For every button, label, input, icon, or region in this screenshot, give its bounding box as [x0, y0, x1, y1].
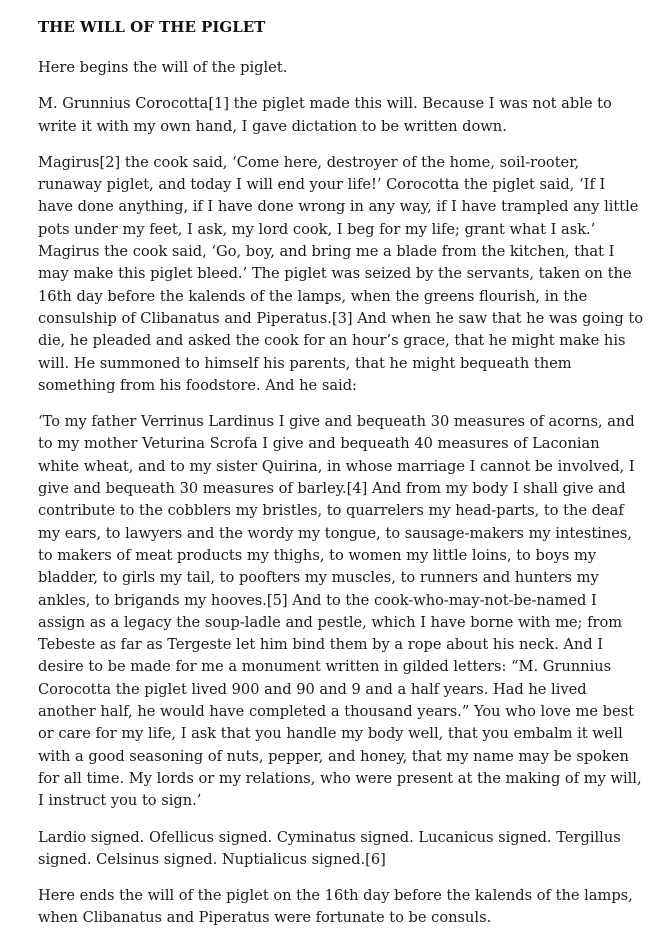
paragraph-bequests: ‘To my father Verrinus Lardinus I give and bequeath 30 measures of acorns, and to my mother Veturina Scrofa I give and bequeath 40 measures of Laconian white wheat, and to my sister Quirina, in whose marriage I cannot be involved, I give and bequeath 30 measures of barley.[4] And from my body I shall give and contribute to the cobblers my bristles, to quarrelers my head-parts, to the deaf my ears, to lawyers and the wordy my tongue, to sausage-makers my intestines, to makers of meat products my thighs, to women my little loins, to boys my bladder, to girls my tail, to poofters my muscles, to runners and hunters my ankles, to brigands my hooves.[5] And to the cook-who-may-not-be-named I assign as a legacy the soup-ladle and pestle, which I have borne with me; from Tebeste as far as Tergeste let him bind them by a rope about his neck. And I desire to be made for me a monument written in gilded letters: “M. Grunnius Corocotta the piglet lived 900 and 90 and 9 and a half years. Had he lived another half, he would have completed a thousand years.” You who love me best or care for my life, I ask that you handle my body well, that you embalm it well with a good seasoning of nuts, pepper, and honey, that my name may be spoken for all time. My lords or my relations, who were present at the making of my will, I instruct you to sign.’	[38, 413, 642, 810]
document-body	[38, 15, 644, 944]
paragraph-intro: Here begins the will of the piglet.	[38, 59, 288, 76]
document-title: THE WILL OF THE PIGLET	[38, 18, 266, 36]
paragraph-signatures: Lardio signed. Ofellicus signed. Cyminatus signed. Lucanicus signed. Tergillus signed. Celsinus signed. Nuptialicus signed.[6]	[38, 828, 621, 868]
paragraph-closing: Here ends the will of the piglet on the 16th day before the kalends of the lamps, when Clibanatus and Piperatus were fortunate to be consuls.	[38, 887, 633, 927]
paragraph-narrative: Magirus[2] the cook said, ‘Come here, destroyer of the home, soil-rooter, runaway piglet, and today I will end your life!’ Corocotta the piglet said, ‘If I have done anything, if I have done wrong in any way, if I have trampled any little pots under my feet, I ask, my lord cook, I beg for my life; grant what I ask.’ Magirus the cook said, ‘Go, boy, and bring me a blade from the kitchen, that I may make this piglet bleed.’ The piglet was seized by the servants, taken on the 16th day before the kalends of the lamps, when the greens flourish, in the consulship of Clibanatus and Piperatus.[3] And when he saw that he was going to die, he pleaded and asked the cook for an hour’s grace, that he might make his will. He summoned to himself his parents, that he might bequeath them something from his foodstore. And he said:	[38, 153, 644, 394]
paragraph-preamble: M. Grunnius Corocotta[1] the piglet made this will. Because I was not able to write it with my own hand, I gave dictation to be written down.	[38, 95, 612, 135]
